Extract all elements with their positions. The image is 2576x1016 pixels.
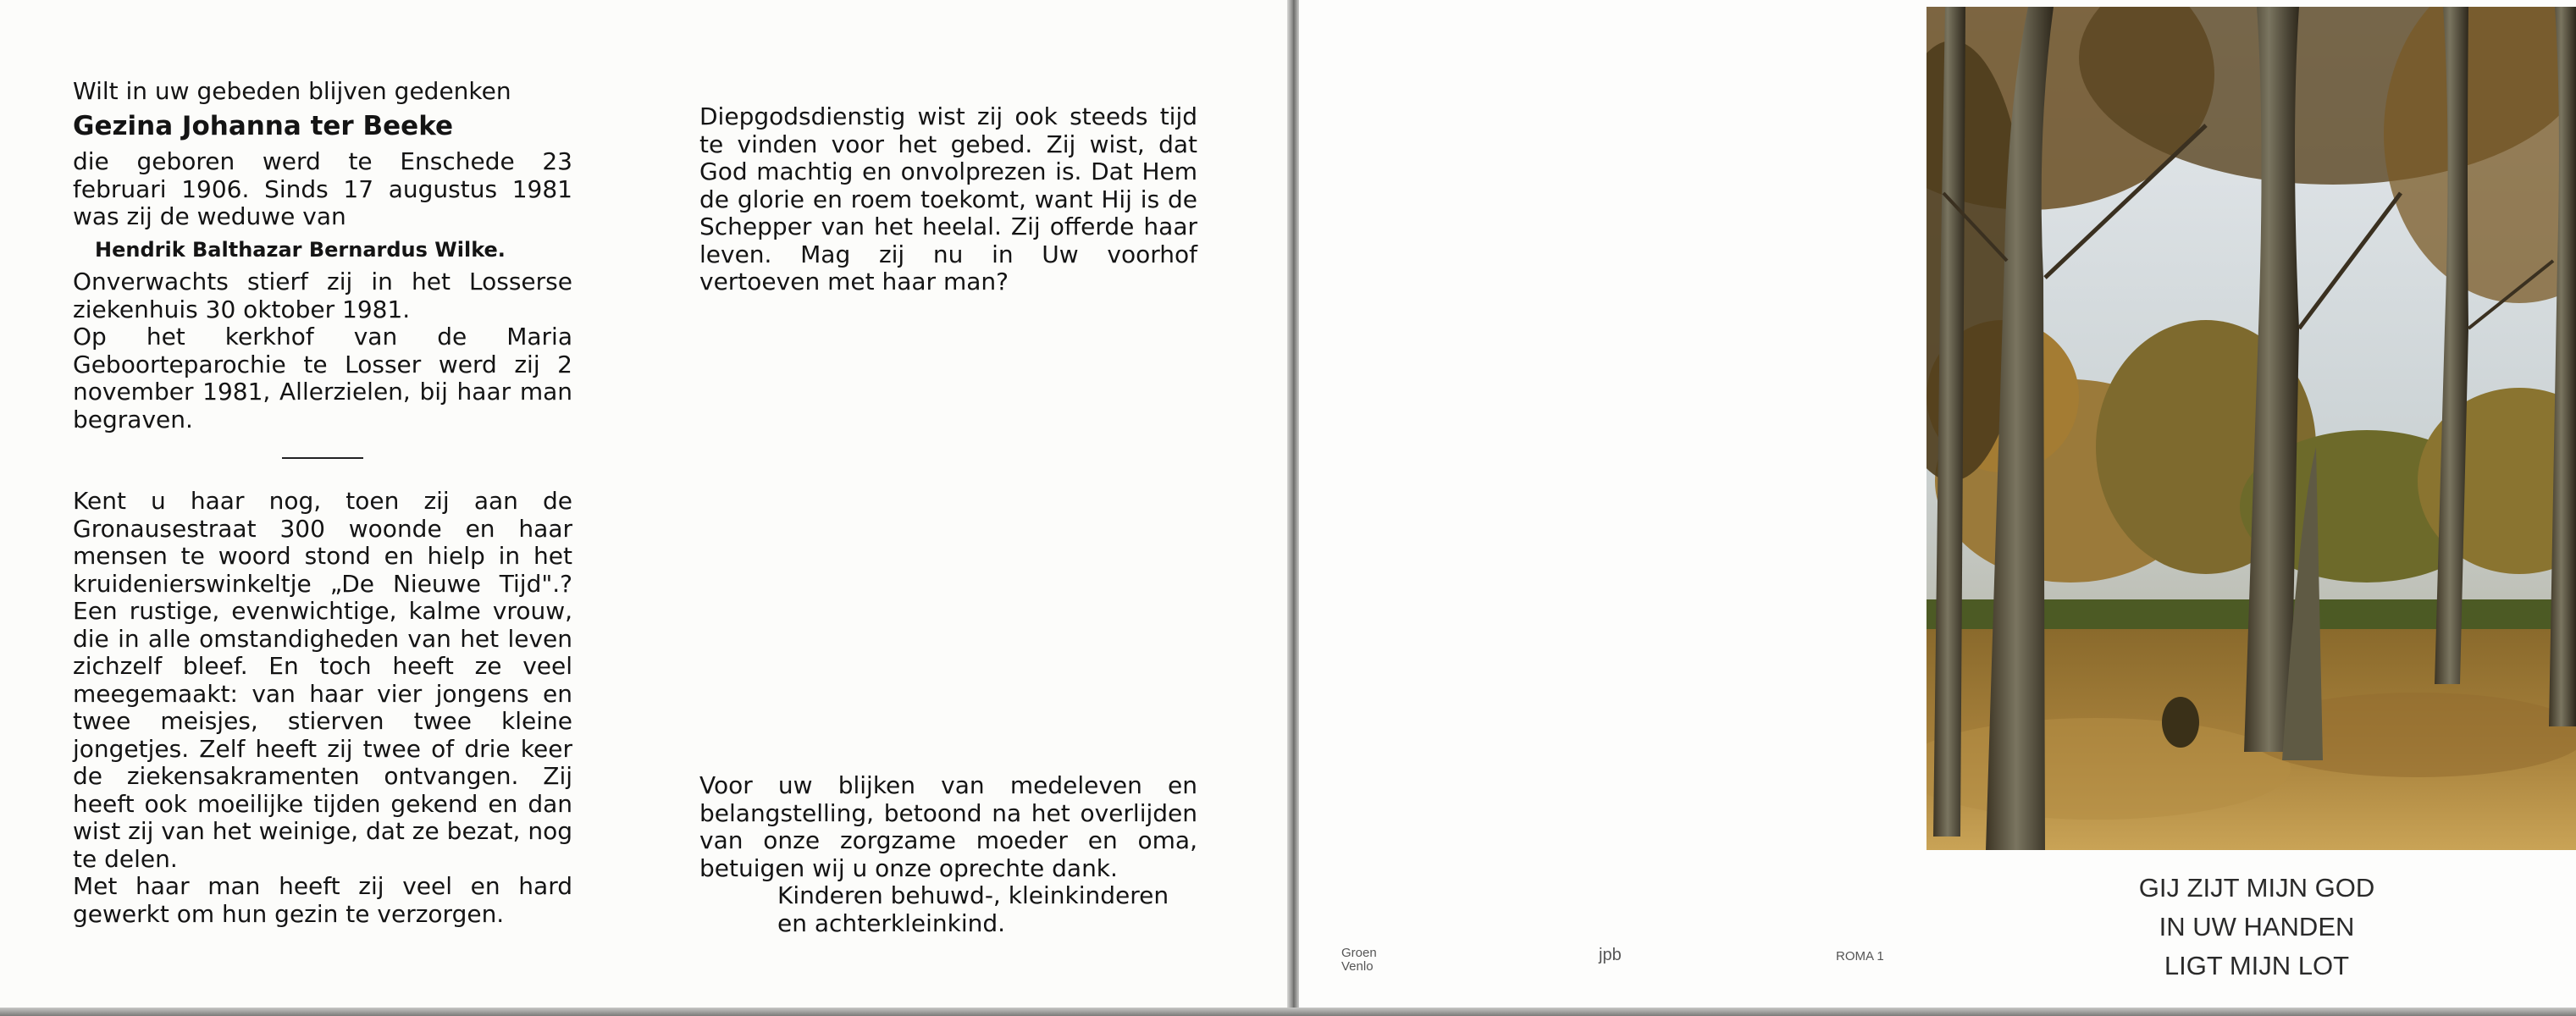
verse-text — [2083, 869, 2430, 986]
card-inner-spread — [0, 0, 1287, 1016]
section-divider — [282, 457, 363, 459]
deceased-name: Gezina Johanna ter Beeke — [73, 110, 454, 141]
obituary-column-left — [73, 78, 572, 928]
thanks-text: Voor uw blijken van medeleven en belangstelling, betoond na het overlijden van onze zorgzame moeder en oma, betuigen wij u onze oprechte dank. — [699, 771, 1197, 882]
autumn-forest-photo — [1926, 7, 2576, 850]
verse-line-2: IN UW HANDEN — [2159, 912, 2355, 941]
verse-line-1: GIJ ZIJT MIJN GOD — [2138, 873, 2375, 903]
print-code-jpb: jpb — [1599, 946, 1622, 964]
card-bottom-edge — [0, 1008, 2576, 1016]
faith-text: Diepgodsdienstig wist zij ook steeds tijd te vinden voor het gebed. Zij wist, dat God machtig en onvolprezen is. Dat Hem de glorie en roem toekomt, want Hij is de Schepper van het heelal. Zij offerde haar leven. Mag zij nu in Uw voorhof vertoeven met haar man? — [699, 102, 1197, 295]
burial-text: Op het kerkhof van de Maria Geboorteparochie te Losser werd zij 2 november 1981, Allerzielen, bij haar man begraven. — [73, 323, 572, 433]
signature-line-1: Kinderen behuwd-, kleinkinderen — [777, 881, 1169, 909]
memory-text: Kent u haar nog, toen zij aan de Gronausestraat 300 woonde en haar mensen te woord stond en hielp in het kruidenierswinkeltje „De Nieuwe Tijd".? Een rustige, evenwichtige, kalme vrouw, die in alle omstandigheden van het leven zichzelf bleef. En toch heeft ze veel meegemaakt: van haar vier jongens en twee meisjes, stierven twee kleine jongetjes. Zelf heeft zij twee of drie keer de ziekensakramenten ontvangen. Zij heeft ook moeilijke tijden gekend en dan wist zij van het weinige, dat ze bezat, nog te delen. — [73, 487, 572, 873]
obituary-column-right — [699, 103, 1197, 296]
thanks-block — [699, 772, 1197, 937]
card-fold — [1287, 0, 1299, 1016]
signature-line-2: en achterkleinkind. — [777, 908, 1006, 937]
husband-name: Hendrik Balthazar Bernardus Wilke. — [95, 237, 506, 262]
birth-text: die geboren werd te Enschede 23 februari 1906. Sinds 17 augustus 1981 was zij de weduwe van — [73, 147, 572, 230]
printer-imprint — [1341, 947, 1377, 974]
print-code-roma: ROMA 1 — [1836, 949, 1884, 964]
intro-line: Wilt in uw gebeden blijven gedenken — [73, 77, 511, 105]
death-text: Onverwachts stierf zij in het Losserse ziekenhuis 30 oktober 1981. — [73, 268, 572, 323]
work-text: Met haar man heeft zij veel en hard gewerkt om hun gezin te verzorgen. — [73, 872, 572, 928]
printer-city: Venlo — [1341, 959, 1374, 974]
verse-line-3: LIGT MIJN LOT — [2164, 951, 2350, 980]
printer-name: Groen — [1341, 946, 1377, 960]
